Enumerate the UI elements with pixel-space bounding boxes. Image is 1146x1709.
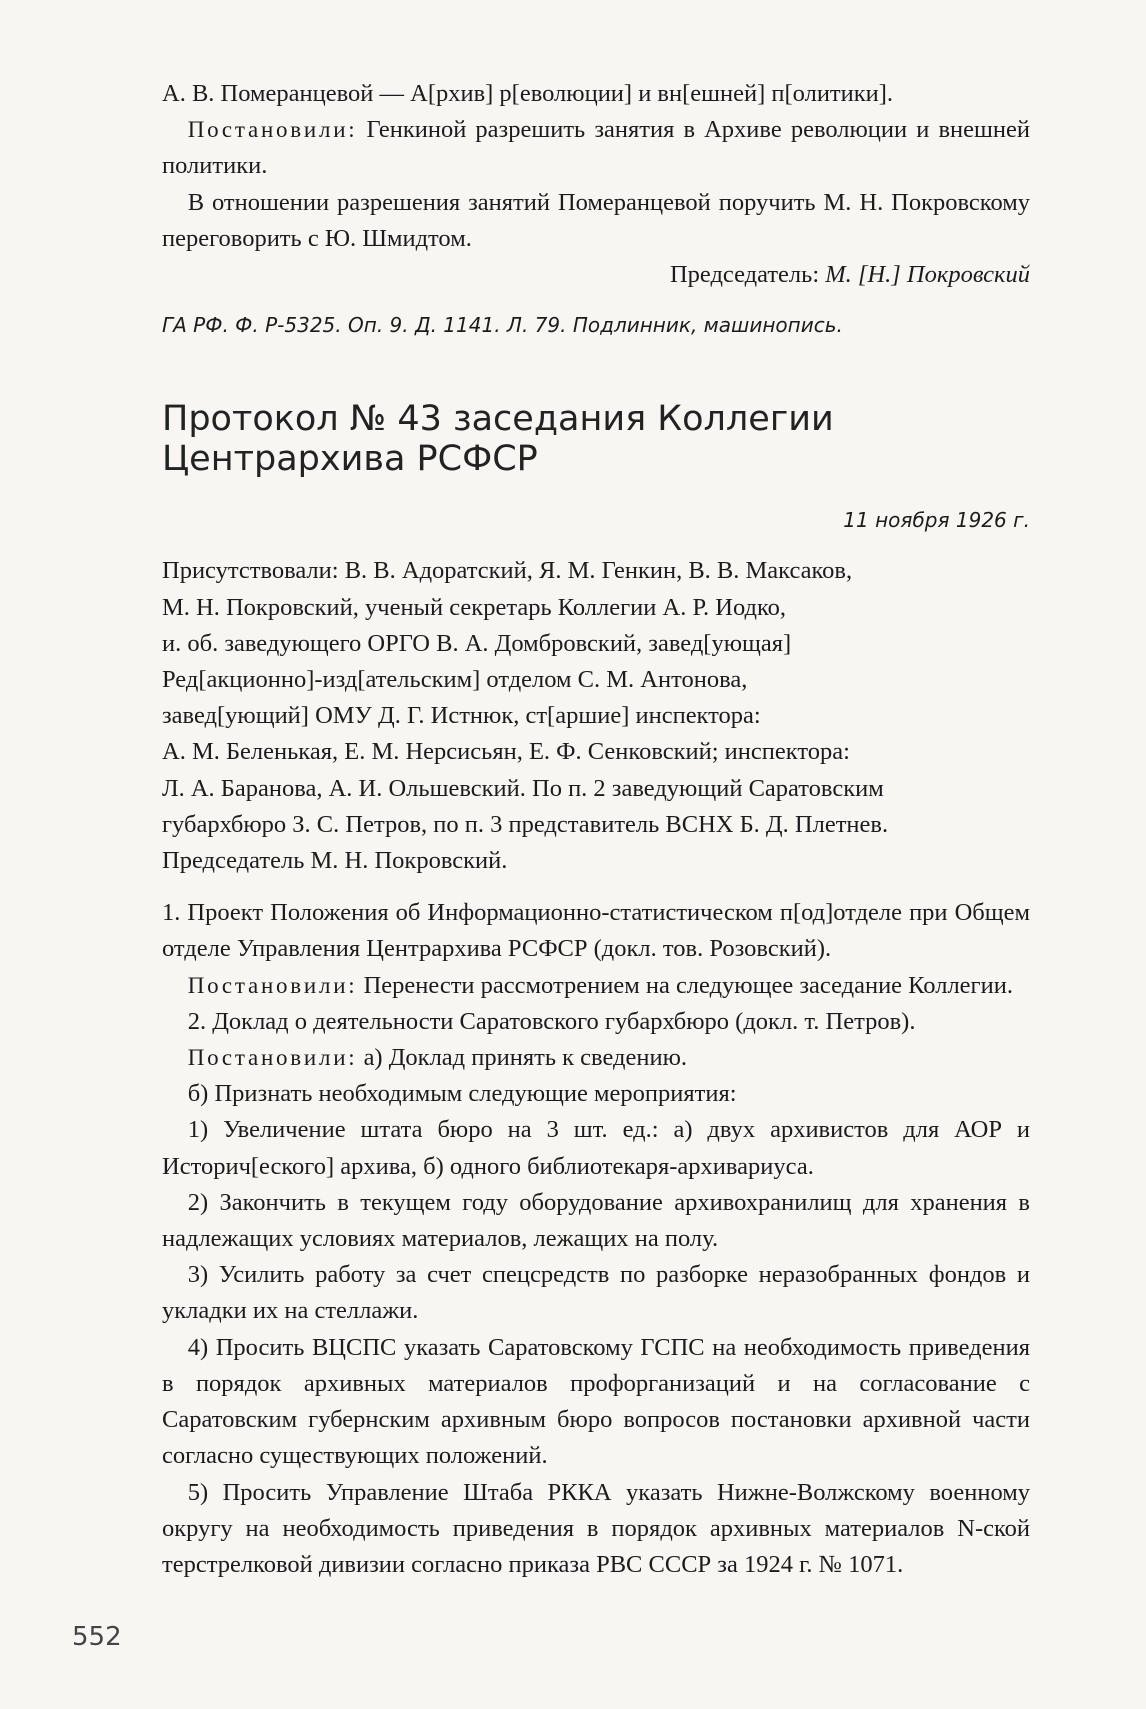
archive-source: ГА РФ. Ф. Р-5325. Оп. 9. Д. 1141. Л. 79. Подлинник, машинопись. [162, 313, 843, 338]
measure-item: 5) Просить Управление Штаба РККА указать Нижне-Волжскому военному округу на необходимость приведения в порядок архивных материалов N-ской терстрелковой дивизии согласно приказа РВС СССР за 1924 г. № 1071. [162, 1478, 1030, 1578]
resolution-text: а) Доклад принять к сведению. [363, 1044, 688, 1072]
measure-item: 1) Увеличение штата бюро на 3 шт. ед.: а) двух архивистов для АОР и Историч[еского] архива, б) одного библиотекаря-архивариуса. [162, 1116, 1030, 1180]
agenda-item-1: 1. Проект Положения об Информационно-статистическом п[од]отделе при Общем отделе Управления Центрархива РСФСР (докл. тов. Розовский). [162, 899, 1030, 963]
chairman-name: М. [Н.] Покровский [825, 261, 1030, 289]
attendees-line: Присутствовали: В. В. Адоратский, Я. М. Генкин, В. В. Максаков, [162, 557, 853, 585]
resolution-label: Постановили: [187, 972, 358, 998]
attendees-line: М. Н. Покровский, ученый секретарь Коллегии А. Р. Иодко, [162, 593, 787, 621]
resolution-3 [162, 1040, 1030, 1076]
measure-item: 3) Усилить работу за счет спецсредств по разборке неразобранных фондов и укладки их на стеллажи. [162, 1261, 1030, 1325]
agenda [162, 895, 1030, 1583]
resolution-text: Перенести рассмотрением на следующее заседание Коллегии. [363, 971, 1013, 999]
chairman-label: Председатель: [669, 261, 820, 289]
attendees-line: Председатель М. Н. Покровский. [162, 847, 508, 875]
top-line-1: А. В. Померанцевой — А[рхив] р[еволюции] и вн[ешней] п[олитики]. [162, 80, 894, 107]
attendees-block [162, 553, 1030, 879]
sub-b: б) Признать необходимым следующие мероприятия: [187, 1080, 737, 1108]
measure-item: 2) Закончить в текущем году оборудование архивохранилищ для хранения в надлежащих условиях материалов, лежащих на полу. [162, 1188, 1030, 1253]
resolution-label: Постановили: [187, 117, 358, 143]
measure-item: 4) Просить ВЦСПС указать Саратовскому ГСПС на необходимость приведения в порядок архивных материалов профорганизаций и на согласование с Саратовским губернским архивным бюро вопросов постановки архивной части согласно существующих положений. [162, 1333, 1030, 1470]
attendees-line: Л. А. Баранова, А. И. Ольшевский. По п. 2 заведующий Саратовским [162, 774, 884, 802]
resolution-2 [162, 968, 1030, 1004]
page-number: 552 [72, 1622, 122, 1652]
protocol-title-line-1: Протокол № 43 заседания Коллегии [162, 399, 834, 440]
attendees-line: губархбюро З. С. Петров, по п. 3 представитель ВСНХ Б. Д. Плетнев. [162, 810, 889, 838]
protocol-date: 11 ноября 1926 г. [843, 508, 1030, 533]
attendees-line: А. М. Беленькая, Е. М. Нерсисьян, Е. Ф. Сенковский; инспектора: [162, 738, 850, 766]
attendees-line: Ред[акционно]-изд[ательским] отделом С. М. Антонова, [162, 666, 748, 694]
resolution-text: Генкиной разрешить занятия в Архиве революции и внешней политики. [162, 116, 1030, 180]
resolution-1 [162, 112, 1030, 184]
resolution-label: Постановили: [187, 1045, 358, 1071]
chairman-signature [162, 257, 1030, 293]
protocol-title [162, 399, 1030, 479]
attendees-line: завед[ующий] ОМУ Д. Г. Истнюк, ст[аршие] инспектора: [162, 702, 761, 730]
document-page [162, 76, 1030, 1583]
top-line-2: В отношении разрешения занятий Померанцевой поручить М. Н. Покровскому переговорить с Ю. Шмидтом. [162, 188, 1030, 252]
protocol-title-line-2: Центрархива РСФСР [162, 439, 538, 480]
agenda-item-2: 2. Доклад о деятельности Саратовского губархбюро (докл. т. Петров). [187, 1007, 916, 1035]
attendees-line: и. об. заведующего ОРГО В. А. Домбровский, завед[ующая] [162, 629, 792, 657]
